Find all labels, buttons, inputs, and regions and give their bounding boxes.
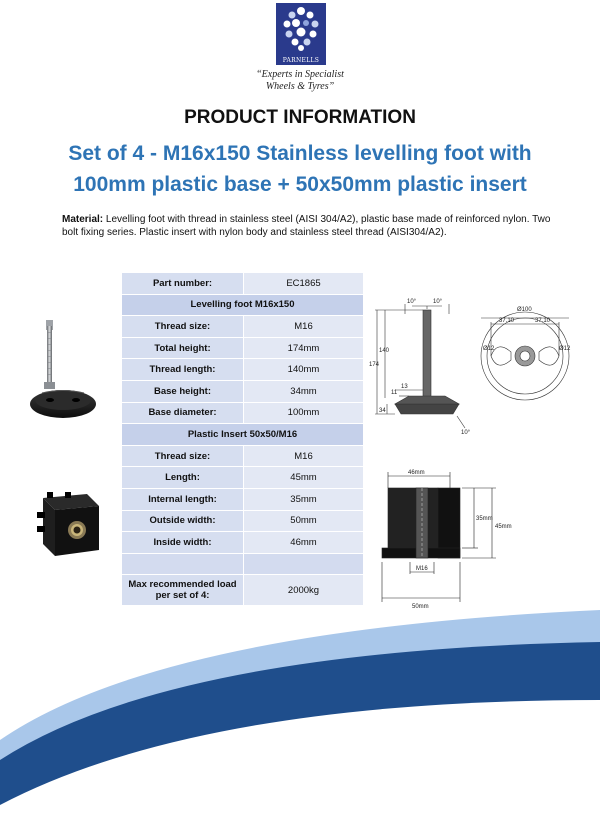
dim-hole-left: Ø12 xyxy=(483,346,495,352)
material-description xyxy=(62,213,552,239)
spec-value: 35mm xyxy=(244,488,364,510)
table-row xyxy=(122,532,364,554)
spec-label: Internal length: xyxy=(122,488,244,510)
table-row xyxy=(122,402,364,424)
dim-inner-length: 35mm xyxy=(476,516,493,522)
table-row xyxy=(122,273,364,295)
spec-value: M16 xyxy=(244,445,364,467)
dim-angle-right: 10° xyxy=(433,299,443,305)
spec-label: Outside width: xyxy=(122,510,244,532)
spec-value: 50mm xyxy=(244,510,364,532)
table-row xyxy=(122,488,364,510)
logo-name: PARNELLS xyxy=(282,57,320,64)
dim-thread-length: 140 xyxy=(379,348,390,354)
page-heading: PRODUCT INFORMATION xyxy=(184,107,416,128)
logo-dots-icon xyxy=(276,3,326,55)
spec-value: M16 xyxy=(244,316,364,338)
spec-label: Inside width: xyxy=(122,532,244,554)
table-row xyxy=(122,359,364,381)
dim-thread: M16 xyxy=(416,566,428,572)
spec-label: Total height: xyxy=(122,337,244,359)
spec-value: 174mm xyxy=(244,337,364,359)
dim-base-height: 34 xyxy=(379,408,386,414)
levelling-foot-drawing xyxy=(365,296,585,436)
plastic-insert-image xyxy=(35,492,103,560)
spec-label: Thread length: xyxy=(122,359,244,381)
tagline xyxy=(200,69,400,93)
dim-angle-left: 10° xyxy=(407,299,417,305)
spec-label: Part number: xyxy=(122,273,244,295)
dim-top-width: 46mm xyxy=(408,470,425,476)
dim-11: 11 xyxy=(391,390,398,396)
dim-half-left: 37.10 xyxy=(499,318,515,324)
spec-label: Base diameter: xyxy=(122,402,244,424)
spec-value: 46mm xyxy=(244,532,364,554)
spec-label: Thread size: xyxy=(122,316,244,338)
dim-total-height: 174 xyxy=(369,362,380,368)
spec-label: Max recommended load per set of 4: xyxy=(122,575,244,606)
dim-13: 13 xyxy=(401,384,408,390)
spec-table xyxy=(121,272,364,606)
dim-angle-bottom: 10° xyxy=(461,430,471,436)
product-title: Set of 4 - M16x150 Stainless levelling foot with 100mm plastic base + 50x50mm plastic insert xyxy=(68,142,532,196)
company-logo xyxy=(276,3,326,65)
table-row xyxy=(122,467,364,489)
material-text: Levelling foot with thread in stainless steel (AISI 304/A2), plastic base made of reinforced nylon. Two bolt fixing series. Plastic insert with nylon body and stainless steel thread (AISI304/A2). xyxy=(62,214,551,238)
table-row xyxy=(122,380,364,402)
dim-length: 45mm xyxy=(495,524,512,530)
tagline-line-2: Wheels & Tyres” xyxy=(265,81,335,92)
footer-swoosh xyxy=(0,590,600,835)
table-row xyxy=(122,445,364,467)
spec-value: EC1865 xyxy=(244,273,364,295)
spec-value: 45mm xyxy=(244,467,364,489)
material-label: Material: xyxy=(62,214,104,225)
table-row xyxy=(122,510,364,532)
spec-label: Length: xyxy=(122,467,244,489)
section-heading-foot: Levelling foot M16x150 xyxy=(122,294,364,316)
dim-diameter: Ø100 xyxy=(517,307,532,313)
dim-bottom-width: 50mm xyxy=(412,604,429,610)
table-section-row xyxy=(122,294,364,316)
section-heading-insert: Plastic Insert 50x50/M16 xyxy=(122,424,364,446)
spec-value: 34mm xyxy=(244,380,364,402)
levelling-foot-image xyxy=(28,318,98,428)
table-row xyxy=(122,337,364,359)
tagline-line-1: “Experts in Specialist xyxy=(256,69,344,80)
spec-label: Thread size: xyxy=(122,445,244,467)
spec-value: 140mm xyxy=(244,359,364,381)
spec-label: Base height: xyxy=(122,380,244,402)
table-row xyxy=(122,316,364,338)
spec-value: 2000kg xyxy=(244,575,364,606)
table-section-row xyxy=(122,424,364,446)
dim-hole-right: Ø12 xyxy=(559,346,571,352)
dim-half-right: 37.10 xyxy=(535,318,551,324)
table-blank-row xyxy=(122,553,364,575)
spec-value: 100mm xyxy=(244,402,364,424)
